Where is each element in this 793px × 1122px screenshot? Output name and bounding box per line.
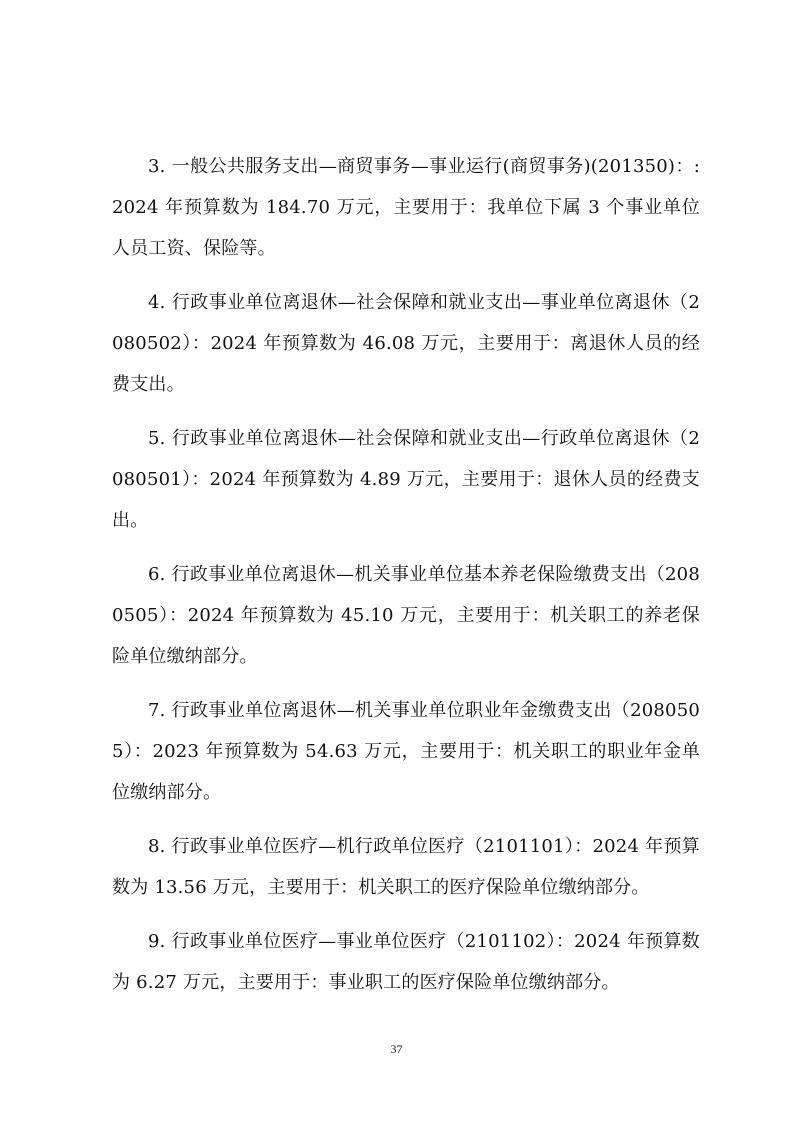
page-number: 37	[390, 1042, 403, 1056]
paragraph-item-9: 9. 行政事业单位医疗—事业单位医疗（2101102）：2024 年预算数为 6.27 万元，主要用于：事业职工的医疗保险单位缴纳部分。	[112, 931, 700, 993]
paragraph-item-8: 8. 行政事业单位医疗—机行政单位医疗（2101101）：2024 年预算数为 13.56 万元，主要用于：机关职工的医疗保险单位缴纳部分。	[112, 836, 700, 898]
document-body	[112, 146, 700, 1016]
paragraph-item-7: 7. 行政事业单位离退休—机关事业单位职业年金缴费支出（2080505）：2023 年预算数为 54.63 万元，主要用于：机关职工的职业年金单位缴纳部分。	[112, 700, 700, 803]
paragraph-item-6: 6. 行政事业单位离退休—机关事业单位基本养老保险缴费支出（2080505）：2024 年预算数为 45.10 万元，主要用于：机关职工的养老保险单位缴纳部分。	[112, 564, 700, 667]
paragraph-item-5: 5. 行政事业单位离退休—社会保障和就业支出—行政单位离退休（2080501）：2024 年预算数为 4.89 万元，主要用于：退休人员的经费支出。	[112, 428, 700, 531]
paragraph-item-4: 4. 行政事业单位离退休—社会保障和就业支出—事业单位离退休（2080502）：2024 年预算数为 46.08 万元，主要用于：离退休人员的经费支出。	[112, 292, 700, 395]
paragraph-item-3: 3. 一般公共服务支出—商贸事务—事业运行(商贸事务)(201350)：: 2024 年预算数为 184.70 万元，主要用于：我单位下属 3 个事业单位人员工资、保险等。	[112, 156, 700, 259]
